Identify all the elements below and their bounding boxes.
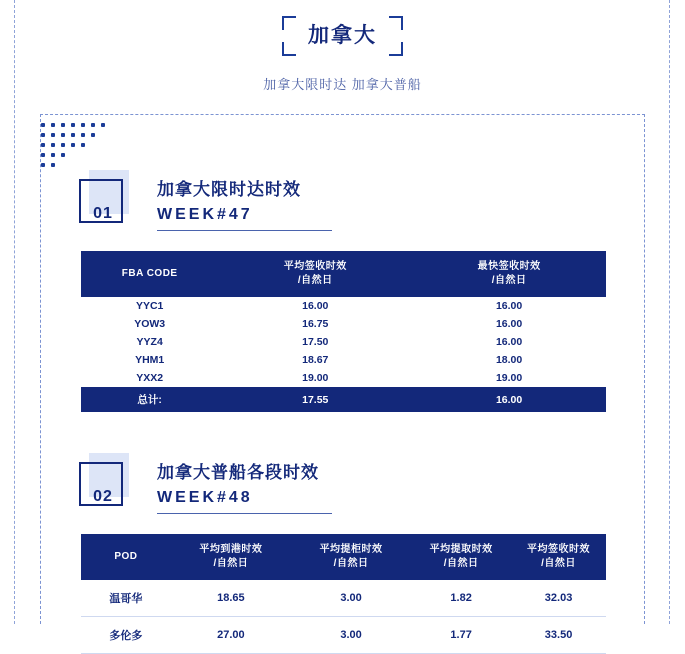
cell-fastest-signed: 16.00: [412, 315, 606, 333]
cell-fastest-signed: 16.00: [412, 297, 606, 315]
table-header-row: [81, 251, 606, 297]
table-head: [81, 251, 606, 297]
table-row: [81, 617, 606, 654]
cell-avg-signed: 16.75: [218, 315, 412, 333]
cell-avg-container-pickup: 3.00: [291, 580, 411, 617]
cell-fba-code: YYC1: [81, 297, 218, 315]
cell-fba-code: YHM1: [81, 351, 218, 369]
section-number-label: 01: [93, 205, 113, 222]
section-week-label: WEEK#47: [157, 203, 332, 231]
cell-avg-signed: 19.00: [218, 369, 412, 387]
section-canada-ocean: [41, 458, 644, 654]
title-bracket-frame: [282, 16, 403, 56]
table-row: [81, 351, 606, 369]
bracket-corner-bottom-left-icon: [282, 42, 296, 56]
cell-total-label: 总计:: [81, 387, 218, 412]
section-header: [41, 175, 644, 231]
cell-fastest-signed: 19.00: [412, 369, 606, 387]
column-header-fba-code: FBA CODE: [81, 251, 218, 297]
column-header-avg-collect: 平均提取时效 /自然日: [411, 534, 511, 580]
table-body: [81, 297, 606, 412]
decorative-dot-grid-icon: [41, 123, 117, 169]
section-number-badge: [79, 179, 127, 227]
cell-fba-code: YXX2: [81, 369, 218, 387]
page-header: [0, 0, 685, 93]
cell-fastest-signed: 16.00: [412, 333, 606, 351]
bracket-corner-top-right-icon: [389, 16, 403, 30]
column-header-avg-signed: 平均签收时效 /自然日: [218, 251, 412, 297]
cell-avg-collect: 1.77: [411, 617, 511, 654]
column-header-fastest-signed: 最快签收时效 /自然日: [412, 251, 606, 297]
cell-avg-signed: 18.67: [218, 351, 412, 369]
cell-fastest-signed: 18.00: [412, 351, 606, 369]
cell-avg-signed: 32.03: [511, 580, 606, 617]
right-dashed-rail: [669, 0, 671, 624]
table-head: [81, 534, 606, 580]
cell-pod: 多伦多: [81, 617, 171, 654]
content-frame: [40, 114, 645, 642]
express-timeliness-table: [81, 251, 606, 412]
table-row: [81, 333, 606, 351]
column-header-avg-container-pickup: 平均提柜时效 /自然日: [291, 534, 411, 580]
table-total-row: [81, 387, 606, 412]
table-row: [81, 297, 606, 315]
cell-total-fastest-signed: 16.00: [412, 387, 606, 412]
cell-avg-container-pickup: 3.00: [291, 617, 411, 654]
cell-avg-signed: 33.50: [511, 617, 606, 654]
table-row: [81, 369, 606, 387]
section-header: [41, 458, 644, 514]
section-week-label: WEEK#48: [157, 486, 332, 514]
left-dashed-rail: [14, 0, 16, 624]
section-canada-express: [41, 175, 644, 412]
cell-avg-signed: 16.00: [218, 297, 412, 315]
bracket-corner-bottom-right-icon: [389, 42, 403, 56]
column-header-avg-signed: 平均签收时效 /自然日: [511, 534, 606, 580]
cell-avg-arrival: 27.00: [171, 617, 291, 654]
section-number-badge: [79, 462, 127, 510]
cell-pod: 温哥华: [81, 580, 171, 617]
table-row: [81, 315, 606, 333]
cell-avg-collect: 1.82: [411, 580, 511, 617]
table-body: [81, 580, 606, 654]
section-title-group: [157, 175, 332, 231]
section-title-group: [157, 458, 332, 514]
bracket-corner-top-left-icon: [282, 16, 296, 30]
table-row: [81, 580, 606, 617]
section-title: 加拿大限时达时效: [157, 180, 301, 199]
cell-fba-code: YOW3: [81, 315, 218, 333]
section-title: 加拿大普船各段时效: [157, 463, 319, 482]
cell-avg-signed: 17.50: [218, 333, 412, 351]
column-header-avg-arrival: 平均到港时效 /自然日: [171, 534, 291, 580]
table-header-row: [81, 534, 606, 580]
cell-avg-arrival: 18.65: [171, 580, 291, 617]
section-number-label: 02: [93, 488, 113, 505]
ocean-timeliness-table: [81, 534, 606, 654]
column-header-pod: POD: [81, 534, 171, 580]
cell-fba-code: YYZ4: [81, 333, 218, 351]
cell-total-avg-signed: 17.55: [218, 387, 412, 412]
page-title: 加拿大: [308, 24, 377, 47]
page-subtitle: 加拿大限时达 加拿大普船: [263, 77, 422, 92]
